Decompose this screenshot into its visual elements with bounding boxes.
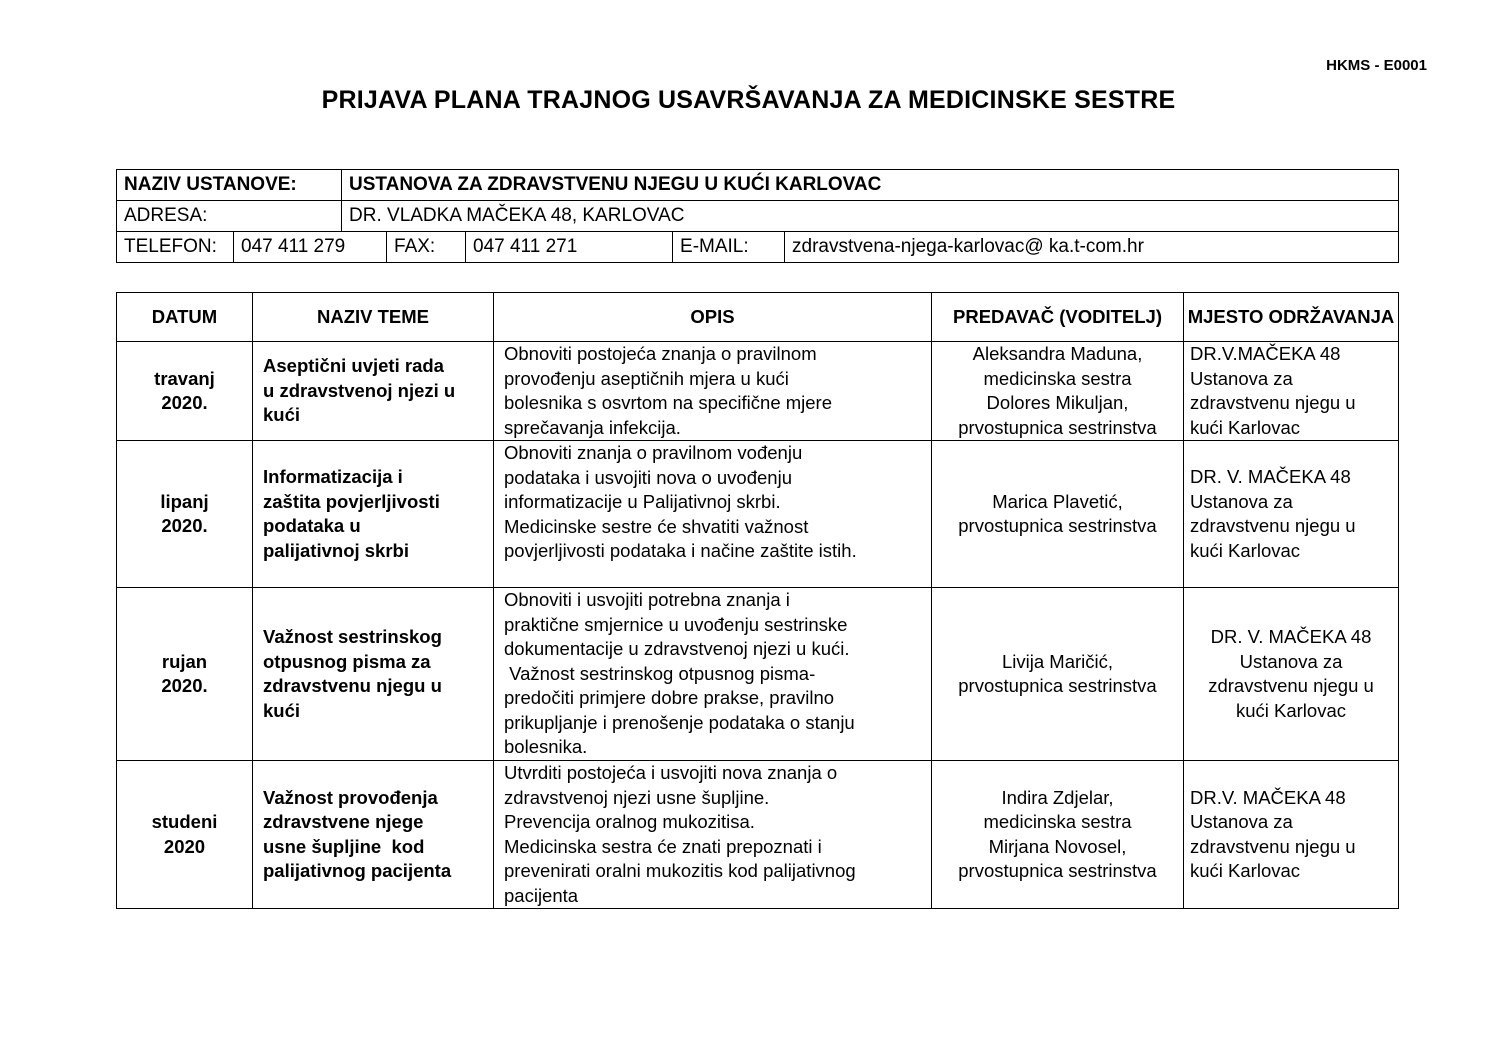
plan-row (117, 761, 1399, 909)
date-cell: studeni 2020 (117, 761, 253, 909)
address-label: ADRESA: (117, 201, 342, 232)
location-cell: DR. V. MAČEKA 48 Ustanova za zdravstvenu njegu u kući Karlovac (1184, 588, 1399, 761)
date-cell: lipanj 2020. (117, 441, 253, 588)
location-cell: DR.V.MAČEKA 48 Ustanova za zdravstvenu njegu u kući Karlovac (1184, 342, 1399, 441)
fax-value: 047 411 271 (466, 232, 673, 263)
location-cell: DR.V. MAČEKA 48 Ustanova za zdravstvenu njegu u kući Karlovac (1184, 761, 1399, 909)
phone-value: 047 411 279 (234, 232, 387, 263)
header-topic: NAZIV TEME (253, 293, 494, 342)
lecturer-cell: Indira Zdjelar, medicinska sestra Mirjana Novosel, prvostupnica sestrinstva (932, 761, 1184, 909)
header-description: OPIS (494, 293, 932, 342)
header-date: DATUM (117, 293, 253, 342)
topic-cell: Važnost provođenja zdravstvene njege usne šupljine kod palijativnog pacijenta (253, 761, 494, 909)
lecturer-cell: Livija Maričić, prvostupnica sestrinstva (932, 588, 1184, 761)
description-cell: Obnoviti i usvojiti potrebna znanja i praktične smjernice u uvođenju sestrinske dokumentacije u zdravstvenoj njezi u kući. Važnost sestrinskog otpusnog pisma- predočiti primjere dobre prakse, pravilno prikupljanje i prenošenje podataka o stanju bolesnika. (494, 588, 932, 761)
date-cell: travanj 2020. (117, 342, 253, 441)
lecturer-cell: Aleksandra Maduna, medicinska sestra Dolores Mikuljan, prvostupnica sestrinstva (932, 342, 1184, 441)
training-plan-table (116, 292, 1399, 909)
institution-name-value: USTANOVA ZA ZDRAVSTVENU NJEGU U KUĆI KARLOVAC (342, 170, 1399, 201)
header-lecturer: PREDAVAČ (VODITELJ) (932, 293, 1184, 342)
plan-row (117, 342, 1399, 441)
institution-name-label: NAZIV USTANOVE: (117, 170, 342, 201)
lecturer-cell: Marica Plavetić, prvostupnica sestrinstva (932, 441, 1184, 588)
email-value: zdravstvena-njega-karlovac@ ka.t-com.hr (785, 232, 1399, 263)
plan-header-row (117, 293, 1399, 342)
institution-name-row (117, 170, 1399, 201)
phone-label: TELEFON: (117, 232, 234, 263)
description-cell: Utvrditi postojeća i usvojiti nova znanja o zdravstvenoj njezi usne šupljine. Prevencija oralnog mukozitisa. Medicinska sestra će znati prepoznati i prevenirati oralni mukozitis kod palijativnog pacijenta (494, 761, 932, 909)
date-cell: rujan 2020. (117, 588, 253, 761)
institution-address-row (117, 201, 1399, 232)
address-value: DR. VLADKA MAČEKA 48, KARLOVAC (342, 201, 1399, 232)
topic-cell: Informatizacija i zaštita povjerljivosti podataka u palijativnoj skrbi (253, 441, 494, 588)
plan-row (117, 441, 1399, 588)
topic-cell: Važnost sestrinskog otpusnog pisma za zdravstvenu njegu u kući (253, 588, 494, 761)
form-code: HKMS - E0001 (1326, 57, 1427, 74)
email-label: E-MAIL: (673, 232, 785, 263)
plan-row (117, 588, 1399, 761)
location-cell: DR. V. MAČEKA 48 Ustanova za zdravstvenu njegu u kući Karlovac (1184, 441, 1399, 588)
institution-table (116, 169, 1399, 263)
description-cell: Obnoviti znanja o pravilnom vođenju podataka i usvojiti nova o uvođenju informatizacije u Palijativnoj skrbi. Medicinske sestre će shvatiti važnost povjerljivosti podataka i načine zaštite istih. (494, 441, 932, 588)
fax-label: FAX: (387, 232, 466, 263)
page-title: PRIJAVA PLANA TRAJNOG USAVRŠAVANJA ZA MEDICINSKE SESTRE (321, 86, 1176, 114)
topic-cell: Aseptični uvjeti rada u zdravstvenoj njezi u kući (253, 342, 494, 441)
description-cell: Obnoviti postojeća znanja o pravilnom provođenju aseptičnih mjera u kući bolesnika s osvrtom na specifične mjere sprečavanja infekcija. (494, 342, 932, 441)
header-location: MJESTO ODRŽAVANJA (1184, 293, 1399, 342)
institution-contact-row (117, 232, 1399, 263)
